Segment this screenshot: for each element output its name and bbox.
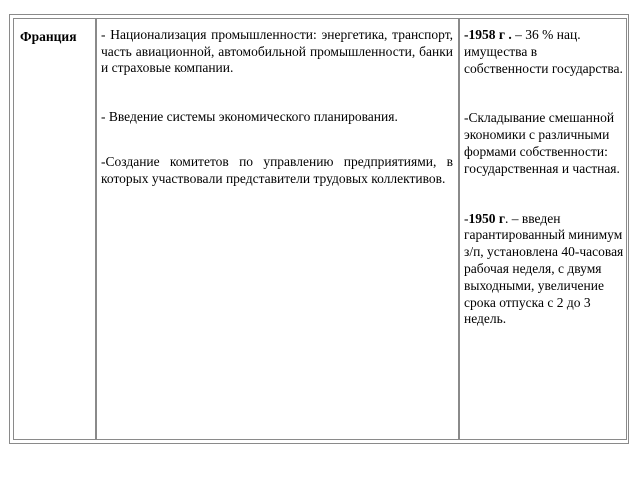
results-cell bbox=[459, 18, 627, 440]
country-cell bbox=[13, 18, 96, 440]
result-1950-text: . – введен гарантированный минимум з/п, установлена 40-часовая рабочая неделя, с двумя выходными, увеличение срока отпуска с 2 до 3 недель. bbox=[464, 210, 624, 327]
result-1958-text: – 36 % нац. имущества в собственности государства. bbox=[464, 27, 623, 76]
results-text bbox=[464, 27, 624, 328]
result-1950-year: 1950 г bbox=[468, 210, 506, 226]
result-mixed-economy: -Складывание смешанной экономики с различными формами собственности: государственная и частная. bbox=[464, 110, 620, 176]
result-1958-year: -1958 г . bbox=[464, 27, 512, 42]
measure-planning: - Введение системы экономического планирования. bbox=[101, 108, 398, 124]
result-1950-prefix: - bbox=[464, 210, 469, 226]
measures-text bbox=[101, 27, 453, 187]
measure-committees: -Создание комитетов по управлению предприятиями, в которых участвовали представители трудовых коллективов. bbox=[101, 154, 453, 186]
country-label: Франция bbox=[20, 29, 77, 44]
result-1958 bbox=[464, 27, 624, 77]
result-1950 bbox=[464, 211, 624, 329]
measures-cell bbox=[96, 18, 459, 440]
comparison-table bbox=[9, 14, 629, 444]
measure-nationalization: - Национализация промышленности: энергетика, транспорт, часть авиационной, автомобильной промышленности, банки и страховые компании. bbox=[101, 27, 453, 75]
